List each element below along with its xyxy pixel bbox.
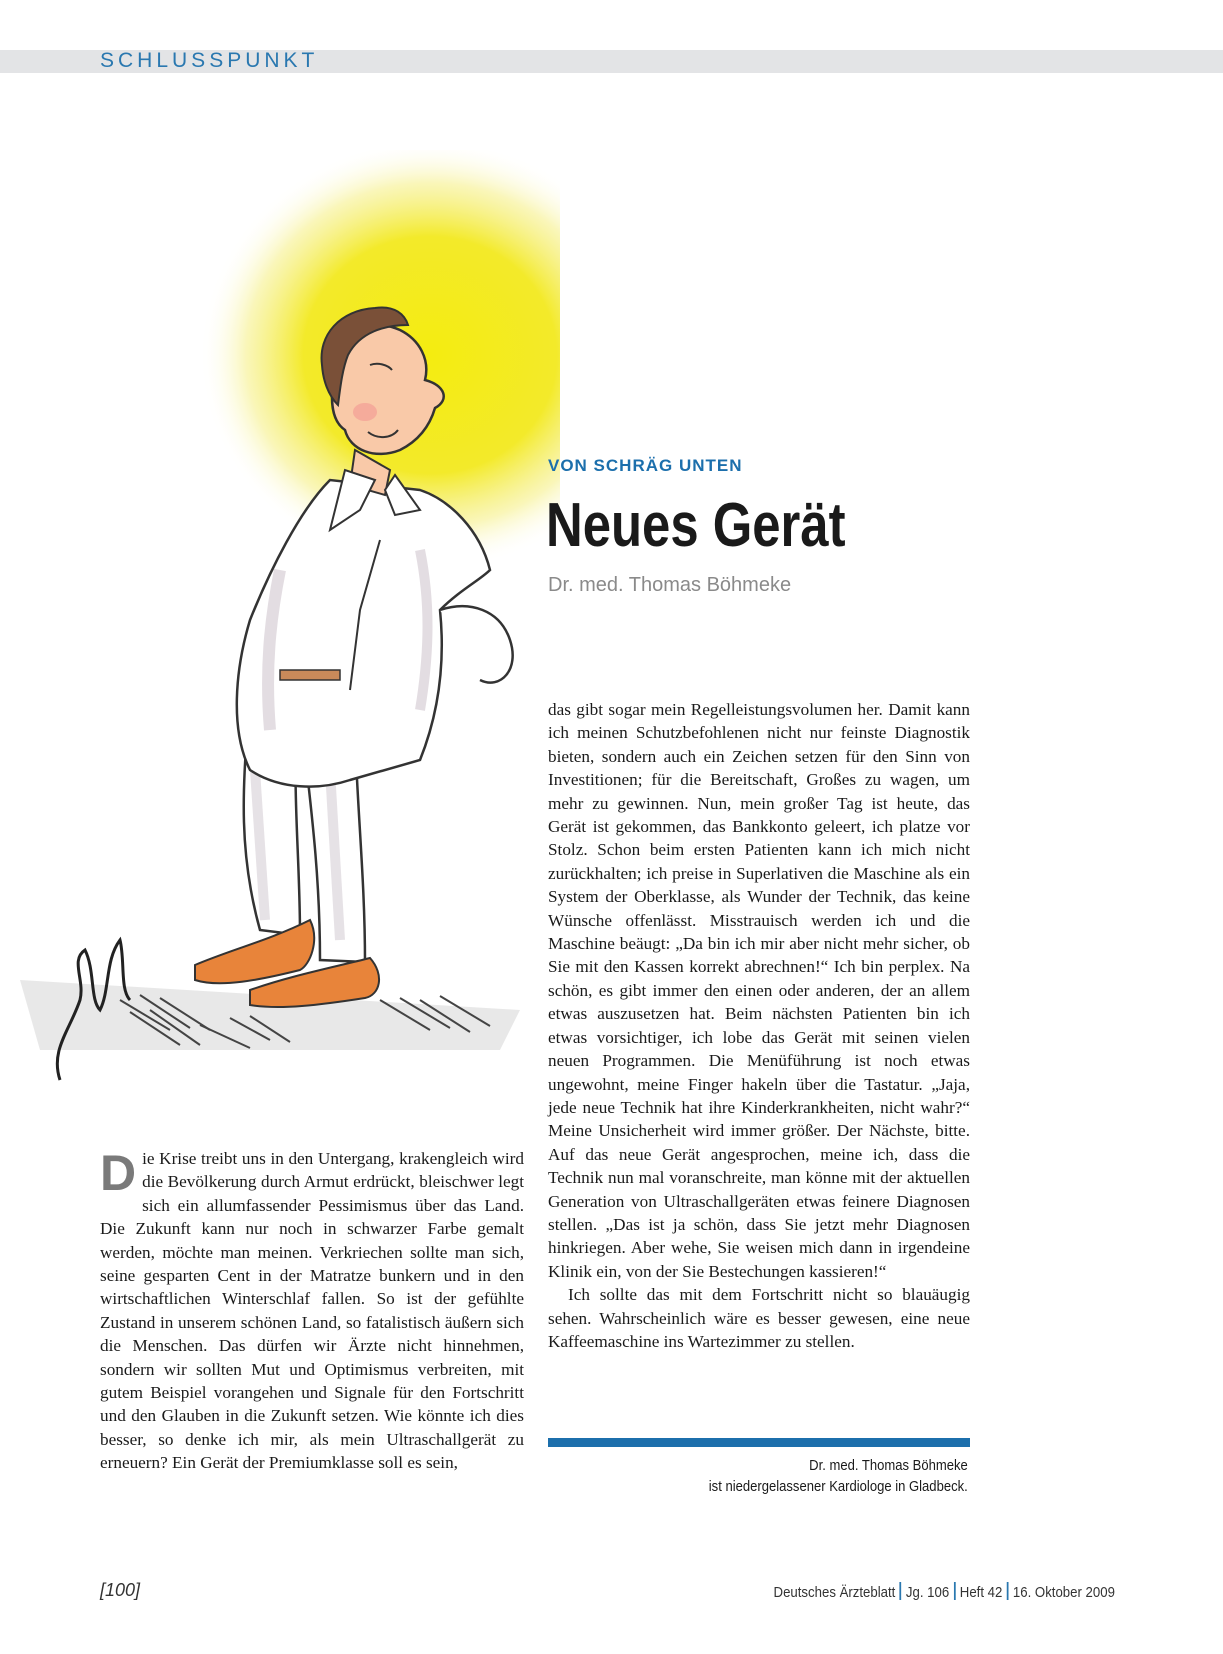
bio-divider-rule [548, 1438, 970, 1447]
article-column-right [548, 698, 970, 1353]
journal-name: Deutsches Ärzteblatt [773, 1584, 896, 1601]
article-column-left [100, 1147, 524, 1475]
footer-separator [1007, 1582, 1009, 1600]
section-label: SCHLUSSPUNKT [100, 49, 319, 72]
cartoon-illustration [0, 150, 560, 1110]
journal-date: 16. Oktober 2009 [1012, 1584, 1115, 1601]
belt [280, 670, 340, 680]
journal-volume: Jg. 106 [905, 1584, 950, 1601]
drop-cap: D [100, 1145, 137, 1201]
bio-description: ist niedergelassener Kardiologe in Gladbeck. [709, 1479, 968, 1495]
author-bio [709, 1456, 968, 1498]
footer-separator [900, 1582, 902, 1600]
article-kicker: VON SCHRÄG UNTEN [548, 456, 743, 475]
footer-separator [954, 1582, 956, 1600]
page-number: [100] [100, 1580, 141, 1600]
bio-name: Dr. med. Thomas Böhmeke [809, 1458, 968, 1474]
body-text-left: ie Krise treibt uns in den Untergang, krakengleich wird die Bevölkerung durch Armut erdrückt, bleischwer legt sich ein allumfassender Pessimismus über das Land. Die Zukunft kann nur noch in schwarzer Farbe gemalt werden, möchte man meinen. Verkriechen sollte man sich, seine gesparten Cent in der Matratze bunkern und in den wirtschaftlichen Winterschlaf fallen. So ist der gefühlte Zustand in unserem schönen Land, so fatalistisch äußern sich die Menschen. Das dürfen wir Ärzte nicht hinnehmen, sondern wir sollten Mut und Optimismus verbreiten, mit gutem Beispiel vorangehen und Signale für den Fortschritt und den Glauben in die Zukunft setzen. Wie könnte ich dies besser, so denke ich mir, als mein Ultraschallgerät zu erneuern? Ein Gerät der Premiumklasse soll es sein, [100, 1149, 524, 1473]
article-author: Dr. med. Thomas Böhmeke [548, 574, 792, 596]
journal-issue: Heft 42 [959, 1584, 1003, 1601]
article-title: Neues Gerät [546, 491, 846, 560]
journal-footer [774, 1582, 1115, 1601]
left-shoe [195, 920, 314, 983]
body-text-right-1: das gibt sogar mein Regelleistungsvolumen her. Damit kann ich meinen Schutzbefohlenen nicht nur feinste Diagnostik bieten, sondern auch ein Zeichen setzen für den Sinn von Investitionen; für die Bereitschaft, Großes zu wagen, um mehr zu gewinnen. Nun, mein großer Tag ist heute, das Gerät ist gekommen, das Bankkonto geleert, ich platze vor Stolz. Schon beim ersten Patienten kann ich mich nicht zurückhalten; ich preise in Superlativen die Maschine als ein System der Oberklasse, als Wunder der Technik, das keine Wünsche offenlässt. Misstrauisch werden ich und die Maschine beäugt: „Da bin ich mir aber nicht mehr sicher, ob Sie mit den Kassen korrekt abrechnen!“ Ich bin perplex. Na schön, es gibt immer den einen oder anderen, der an allem etwas auszusetzen hat. Beim nächsten Patienten bin ich etwas vorsichtiger, ich lobe das Gerät mit seinen vielen neuen Programmen. Die Menüführung ist noch etwas ungewohnt, meine Finger hakeln über die Tastatur. „Jaja, jede neue Technik hat ihre Kinderkrankheiten, nicht wahr?“ Meine Unsicherheit wird immer größer. Der Nächste, bitte. Auf das neue Gerät angesprochen, meine ich, dass die Technik nun mal voranschreite, man könne mit der aktuellen Generation von Ultraschallgeräten etwas feinere Diagnosen stellen. „Das ist ja schön, dass Sie jetzt mehr Diagnosen hinkriegen. Aber wehe, Sie weisen mich dann in irgendeine Klinik ein, von der Sie Bestechungen kassieren!“ [548, 700, 970, 1281]
body-text-right-2: Ich sollte das mit dem Fortschritt nicht so blauäugig sehen. Wahrscheinlich wäre es besser gewesen, eine neue Kaffeemaschine ins Wartezimmer zu stellen. [548, 1285, 970, 1351]
